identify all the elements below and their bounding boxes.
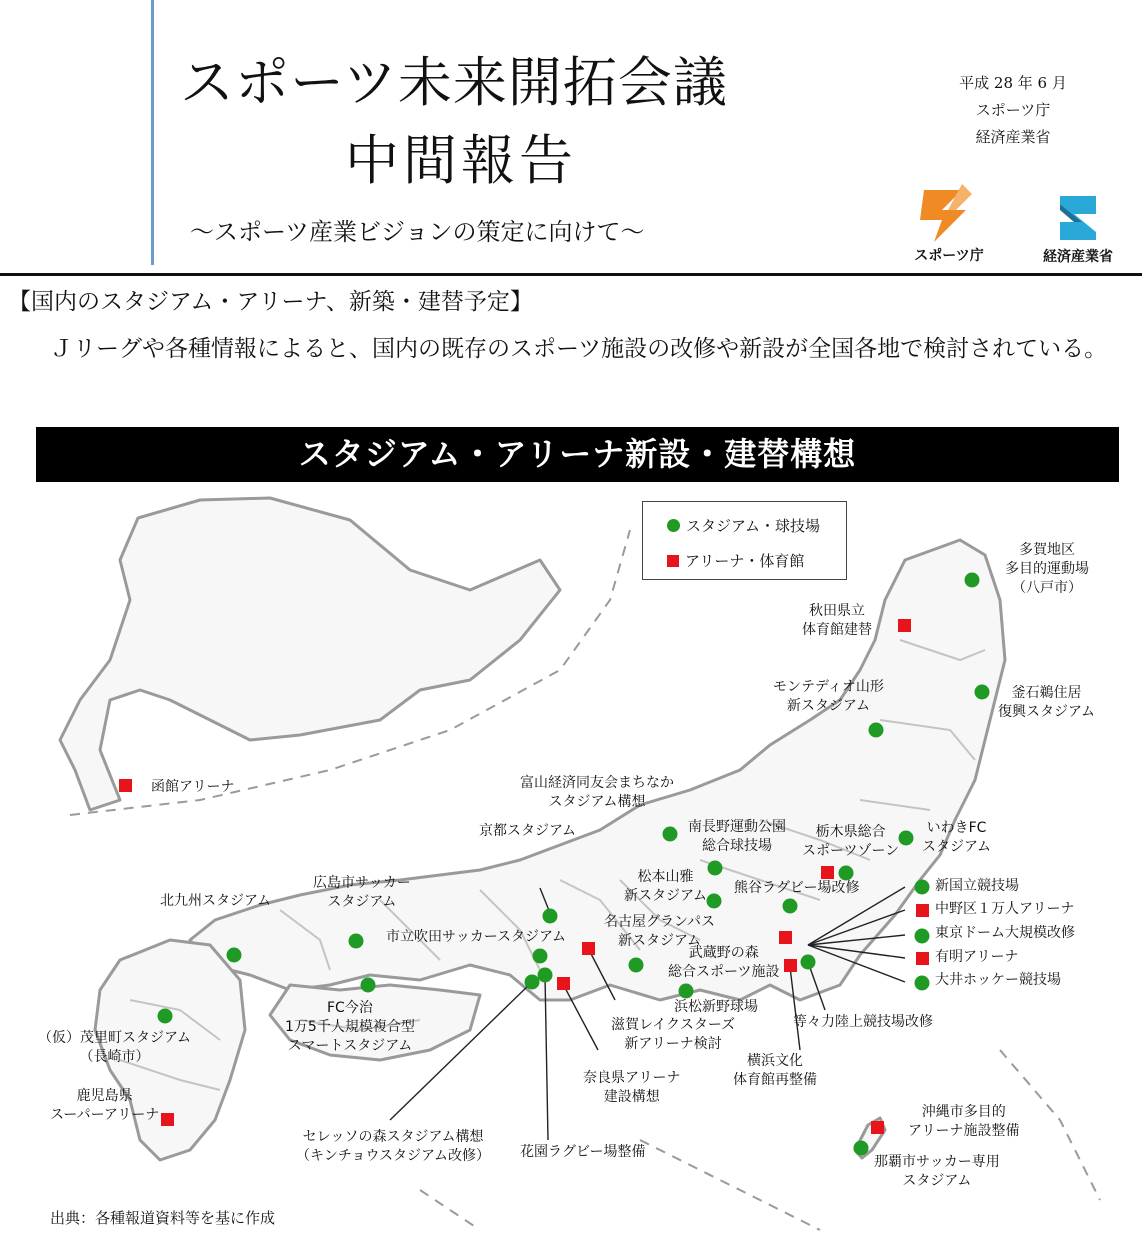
map-legend	[642, 501, 847, 580]
marker-naha	[854, 1141, 869, 1156]
marker-musashino-arena	[779, 931, 792, 944]
marker-yamagata	[869, 723, 884, 738]
figure-banner: スタジアム・アリーナ新設・建替構想	[36, 427, 1119, 482]
marker-kokuritsu	[915, 880, 930, 895]
header-accent-bar	[151, 0, 154, 265]
marker-kamaishi	[975, 685, 990, 700]
document-title-line1: スポーツ未来開拓会議	[180, 51, 728, 114]
marker-shiga	[582, 942, 595, 955]
publication-date: 平成 28 年 6 月	[959, 74, 1067, 92]
publisher-meti: 経済産業省	[975, 128, 1051, 146]
label-ariake: 有明アリーナ	[935, 949, 1019, 965]
marker-tochigi-arena	[821, 866, 834, 879]
marker-kyoto	[543, 909, 558, 924]
meti-logo-icon	[1030, 192, 1126, 244]
section-heading: 【国内のスタジアム・アリーナ、新築・建替予定】	[8, 289, 533, 315]
marker-minaminagano	[663, 827, 678, 842]
marker-nagoya	[629, 958, 644, 973]
marker-kitakyushu	[227, 948, 242, 963]
label-yamagata: モンテディオ山形 新スタジアム	[773, 679, 884, 714]
label-nakano: 中野区１万人アリーナ	[935, 901, 1075, 917]
meti-logo	[1030, 192, 1126, 266]
marker-suita	[533, 949, 548, 964]
sports-agency-logo	[912, 180, 986, 265]
marker-ariake	[916, 952, 929, 965]
marker-hiroshima	[349, 934, 364, 949]
marker-matsumoto	[708, 861, 723, 876]
label-akita: 秋田県立 体育館建替	[802, 603, 872, 638]
legend-arena: アリーナ・体育館	[667, 550, 804, 571]
sports-agency-logo-caption: スポーツ庁	[914, 248, 984, 264]
label-iwaki: いわきFC スタジアム	[922, 820, 992, 855]
marker-cerezo	[525, 975, 540, 990]
label-naha: 那覇市サッカー専用 スタジアム	[874, 1154, 1000, 1189]
label-nagoya: 名古屋グランパス 新スタジアム	[604, 914, 716, 949]
label-cerezo: セレッソの森スタジアム構想 （キンチョウスタジアム改修）	[296, 1129, 491, 1164]
document-subtitle: ～スポーツ産業ビジョンの策定に向けて～	[190, 218, 645, 246]
marker-oi	[915, 976, 930, 991]
label-tokyodome: 東京ドーム大規模改修	[935, 925, 1075, 941]
marker-mogi	[158, 1009, 173, 1024]
marker-nakano	[916, 904, 929, 917]
label-shiga: 滋賀レイクスターズ 新アリーナ検討	[611, 1017, 736, 1052]
stadium-dot-icon	[667, 519, 680, 532]
figure-source: 出典：各種報道資料等を基に作成	[50, 1209, 276, 1227]
label-hamamatsu: 浜松新野球場	[674, 999, 758, 1015]
marker-imabari	[361, 978, 376, 993]
label-kokuritsu: 新国立競技場	[935, 878, 1019, 894]
arena-square-icon	[667, 555, 679, 567]
marker-hamamatsu	[679, 984, 694, 999]
label-kagoshima: 鹿児島県 スーパーアリーナ	[50, 1088, 160, 1123]
marker-akita	[898, 619, 911, 632]
publisher-sports-agency: スポーツ庁	[975, 101, 1051, 119]
marker-kumagaya-2	[783, 899, 798, 914]
label-hachinohe: 多賀地区 多目的運動場 （八戸市）	[1005, 542, 1089, 596]
meti-logo-caption: 経済産業省	[1043, 249, 1113, 265]
label-hanazono: 花園ラグビー場整備	[520, 1144, 646, 1160]
label-matsumoto: 松本山雅 新スタジアム	[624, 869, 708, 904]
label-mogi: （仮）茂里町スタジアム （長崎市）	[38, 1030, 192, 1065]
marker-hachinohe	[965, 573, 980, 588]
label-todoroki: 等々力陸上競技場改修	[793, 1014, 933, 1030]
label-oi: 大井ホッケー競技場	[935, 972, 1061, 988]
label-kamaishi: 釜石鵜住居 復興スタジアム	[998, 685, 1096, 720]
marker-okinawa	[871, 1121, 884, 1134]
label-toyama: 富山経済同友会まちなか スタジアム構想	[520, 775, 674, 810]
marker-iwaki	[899, 831, 914, 846]
legend-stadium: スタジアム・球技場	[667, 515, 820, 536]
map-hokkaido	[60, 498, 560, 810]
marker-kagoshima	[161, 1113, 174, 1126]
marker-hanazono	[538, 968, 553, 983]
label-kumagaya: 熊谷ラグビー場改修	[734, 880, 860, 896]
label-yokohama: 横浜文化 体育館再整備	[733, 1053, 817, 1088]
label-nara: 奈良県アリーナ 建設構想	[583, 1070, 681, 1105]
label-okinawa: 沖縄市多目的 アリーナ施設整備	[908, 1104, 1020, 1139]
publication-meta	[938, 70, 1088, 151]
label-kyoto: 京都スタジアム	[479, 823, 577, 839]
label-tochigi: 栃木県総合 スポーツゾーン	[802, 824, 900, 859]
label-hakodate: 函館アリーナ	[151, 779, 235, 795]
marker-kumagaya	[707, 894, 722, 909]
marker-tokyodome	[915, 929, 930, 944]
document-title-line2: 中間報告	[345, 129, 577, 192]
marker-musashino	[801, 955, 816, 970]
marker-nara	[557, 977, 570, 990]
marker-yokohama	[784, 959, 797, 972]
section-paragraph: Ｊリーグや各種情報によると、国内の既存のスポーツ施設の改修や新設が全国各地で検討されている。	[50, 336, 1108, 362]
label-kitakyushu: 北九州スタジアム	[160, 893, 272, 909]
label-hiroshima: 広島市サッカー スタジアム	[313, 875, 411, 910]
label-musashino: 武蔵野の森 総合スポーツ施設	[668, 945, 780, 980]
sports-agency-logo-icon	[912, 180, 986, 246]
header-divider	[0, 273, 1142, 276]
label-minaminagano: 南長野運動公園 総合球技場	[688, 819, 786, 854]
label-imabari: FC今治 1万5千人規模複合型 スマートスタジアム	[285, 1000, 415, 1054]
marker-hakodate	[119, 779, 132, 792]
label-suita: 市立吹田サッカースタジアム	[386, 929, 567, 945]
